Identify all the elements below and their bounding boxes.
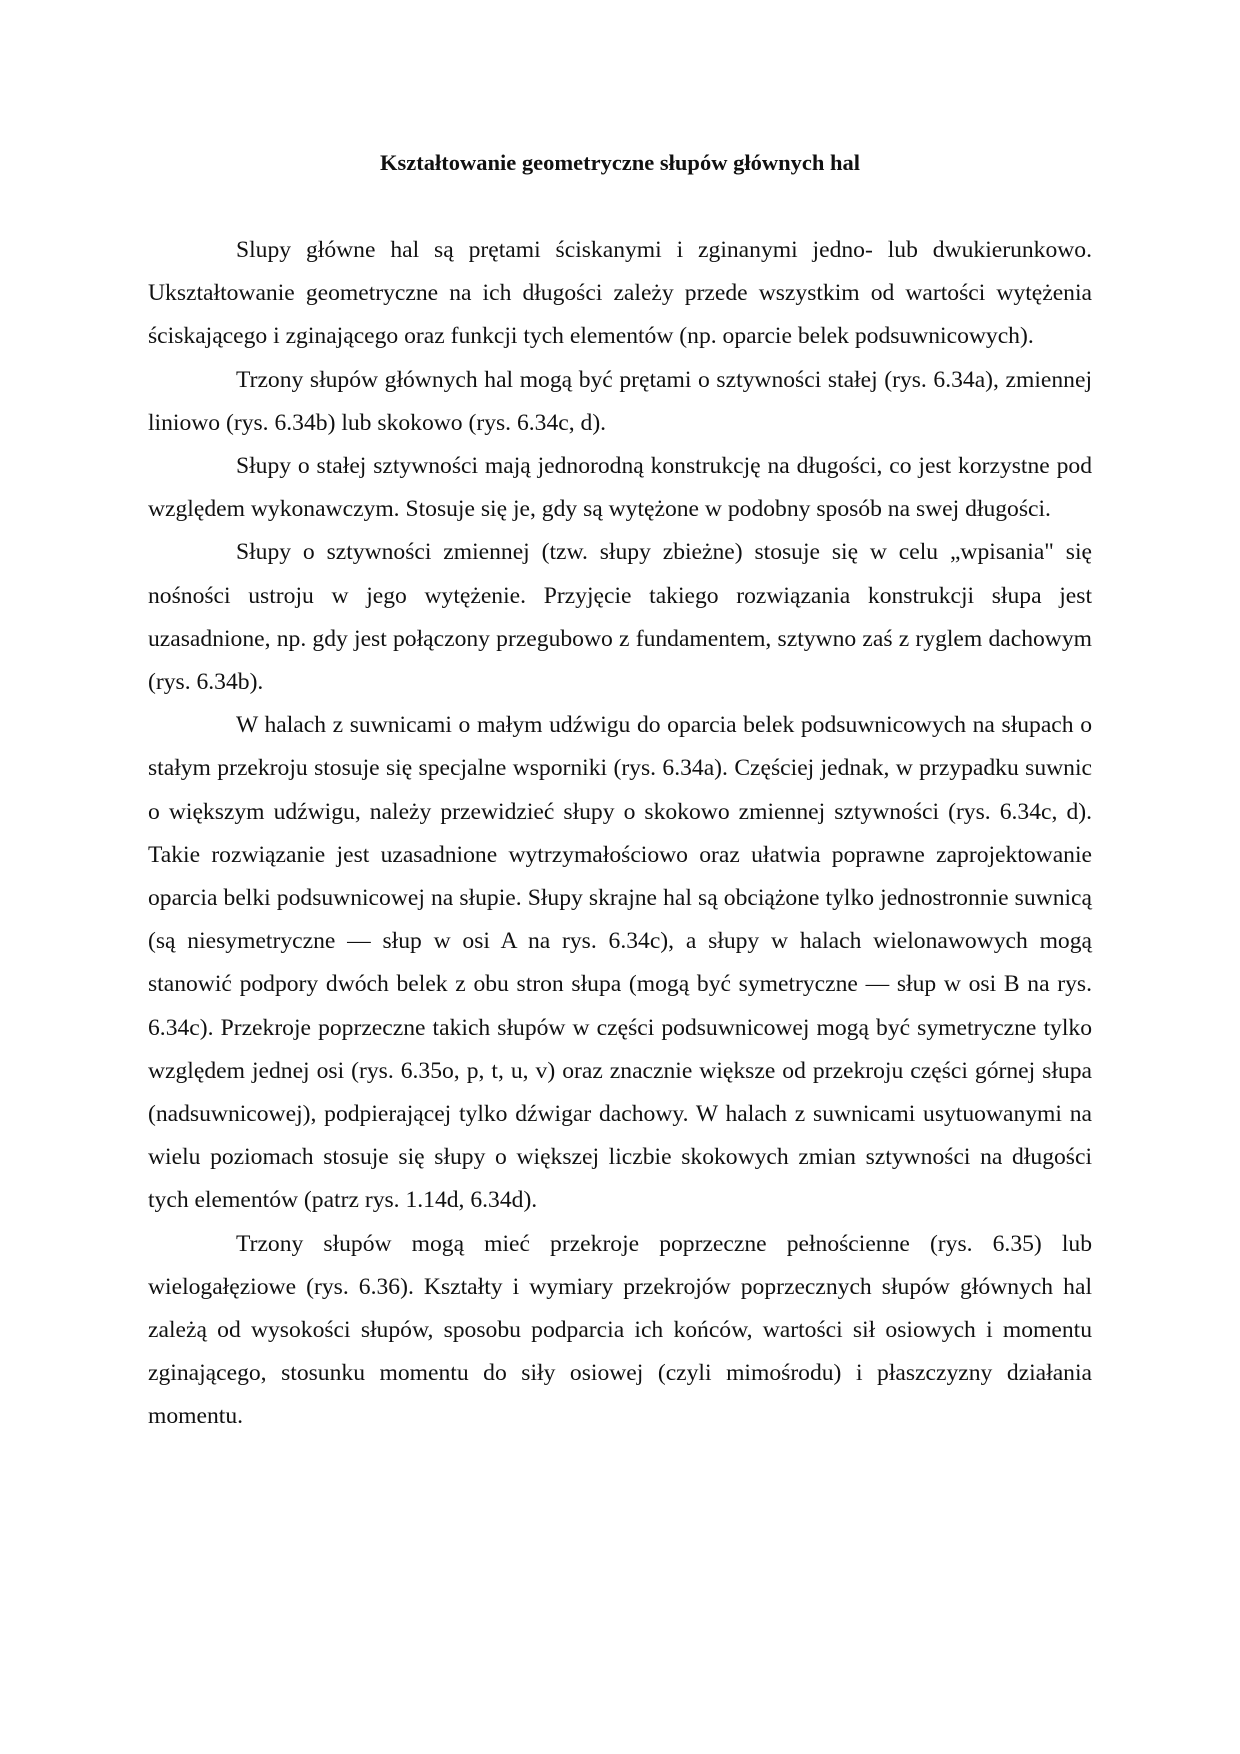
document-body [148,229,1092,1439]
paragraph: Słupy o sztywności zmiennej (tzw. słupy zbieżne) stosuje się w celu „wpisania" się nośności ustroju w jego wytężenie. Przyjęcie takiego rozwiązania konstrukcji słupa jest uzasadnione, np. gdy jest połączony przegubowo z fundamentem, sztywno zaś z ryglem dachowym (rys. 6.34b). [148,539,1092,696]
paragraph: Trzony słupów mogą mieć przekroje poprzeczne pełnościenne (rys. 6.35) lub wielogałęziowe (rys. 6.36). Kształty i wymiary przekrojów poprzecznych słupów głównych hal zależą od wysokości słupów, sposobu podparcia ich końców, wartości sił osiowych i momentu zginającego, stosunku momentu do siły osiowej (czyli mimośrodu) i płaszczyzny działania momentu. [148,1230,1092,1430]
paragraph: Słupy o stałej sztywności mają jednorodną konstrukcję na długości, co jest korzystne pod względem wykonawczym. Stosuje się je, gdy są wytężone w podobny sposób na swej długości. [148,453,1092,523]
paragraph: Trzony słupów głównych hal mogą być prętami o sztywności stałej (rys. 6.34a), zmiennej liniowo (rys. 6.34b) lub skokowo (rys. 6.34c, d). [148,366,1092,436]
paragraph: Slupy główne hal są prętami ściskanymi i zginanymi jedno- lub dwukierunkowo. Ukształtowanie geometryczne na ich długości zależy przede wszystkim od wartości wytężenia ściskającego i zginającego oraz funkcji tych elementów (np. oparcie belek podsuwnicowych). [148,237,1092,350]
document-title: Kształtowanie geometryczne słupów głównych hal [380,150,860,175]
paragraph: W halach z suwnicami o małym udźwigu do oparcia belek podsuwnicowych na słupach o stałym przekroju stosuje się specjalne wsporniki (rys. 6.34a). Częściej jednak, w przypadku suwnic o większym udźwigu, należy przewidzieć słupy o skokowo zmiennej sztywności (rys. 6.34c, d). Takie rozwiązanie jest uzasadnione wytrzymałościowo oraz ułatwia poprawne zaprojektowanie oparcia belki podsuwnicowej na słupie. Słupy skrajne hal są obciążone tylko jednostronnie suwnicą (są niesymetryczne — słup w osi A na rys. 6.34c), a słupy w halach wielonawowych mogą stanowić podpory dwóch belek z obu stron słupa (mogą być symetryczne — słup w osi B na rys. 6.34c). Przekroje poprzeczne takich słupów w części podsuwnicowej mogą być symetryczne tylko względem jednej osi (rys. 6.35o, p, t, u, v) oraz znacznie większe od przekroju części górnej słupa (nadsuwnicowej), podpierającej tylko dźwigar dachowy. W halach z suwnicami usytuowanymi na wielu poziomach stosuje się słupy o większej liczbie skokowych zmian sztywności na długości tych elementów (patrz rys. 1.14d, 6.34d). [148,712,1092,1214]
